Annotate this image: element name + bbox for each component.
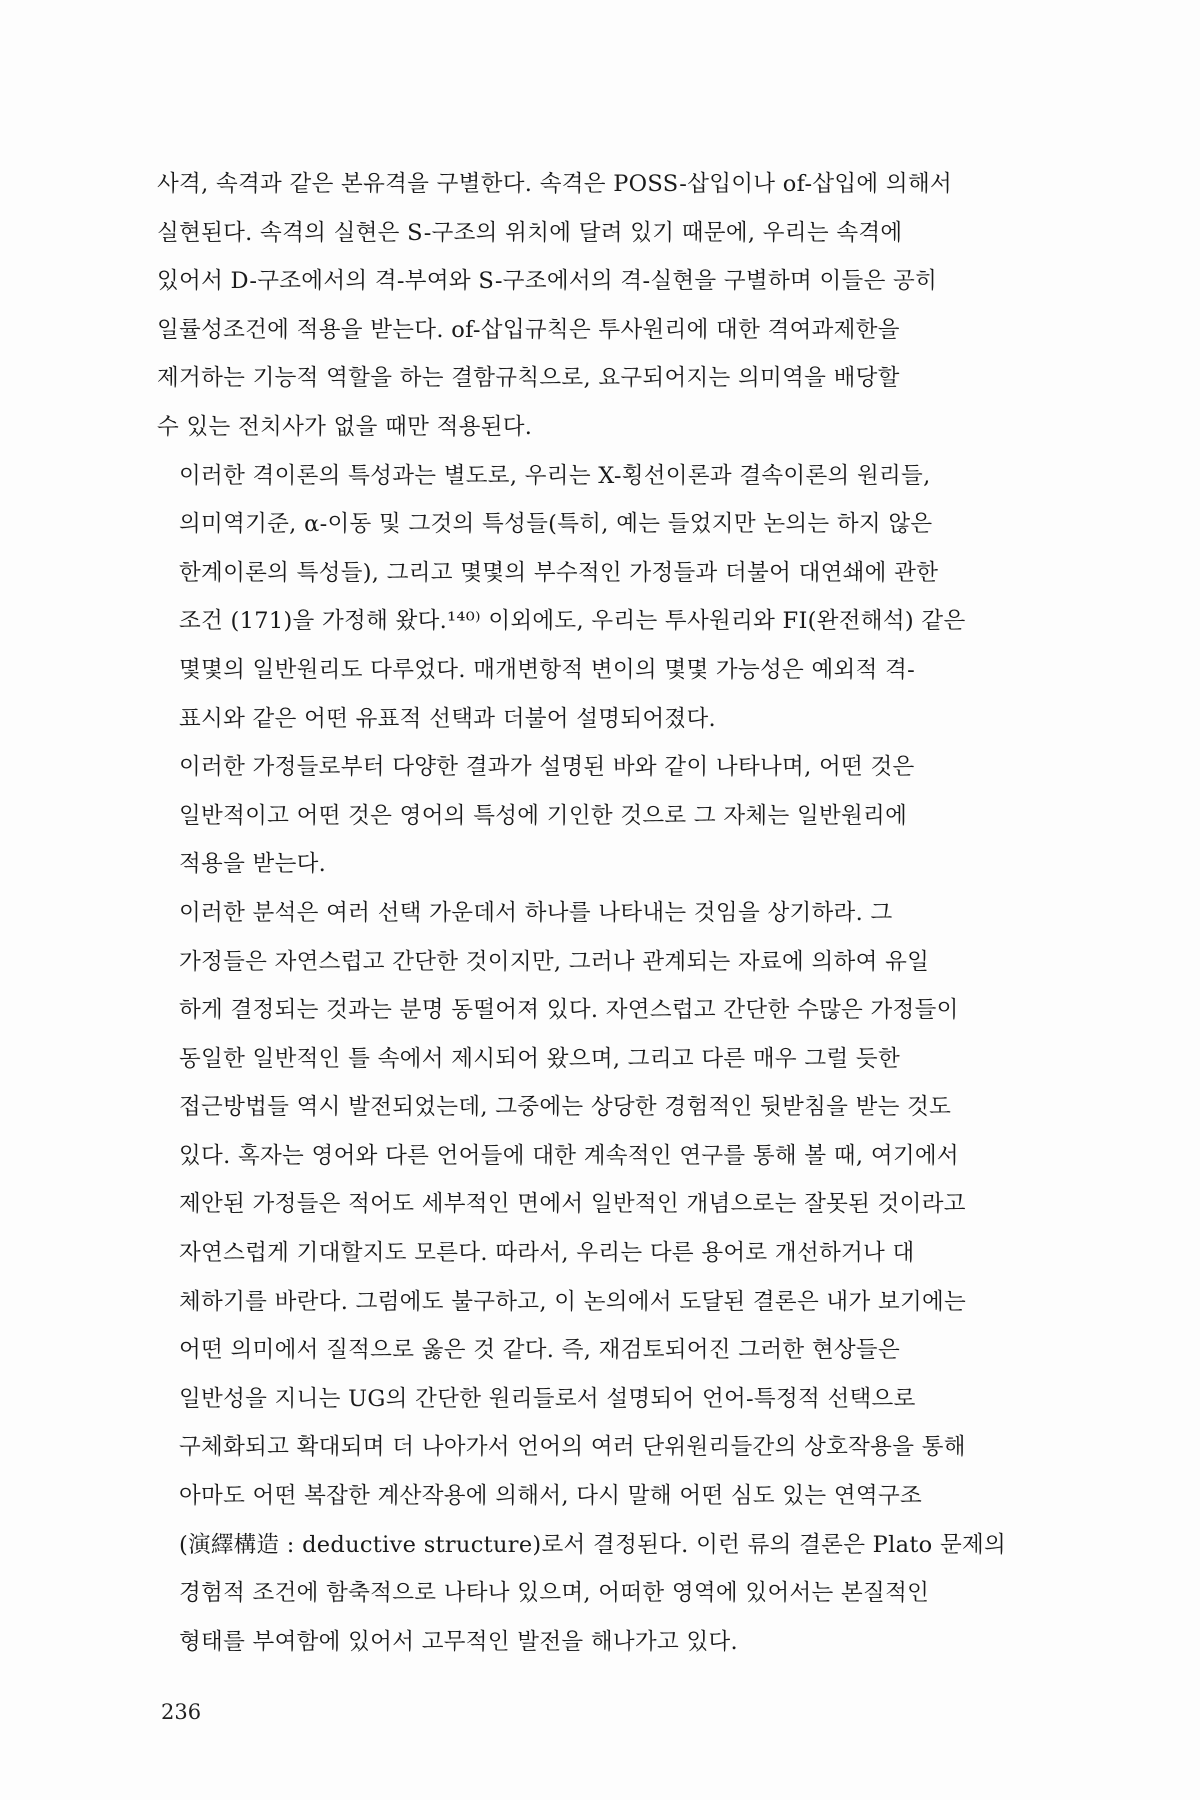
text-line: 이러한 분석은 여러 선택 가운데서 하나를 나타내는 것임을 상기하라. 그 <box>179 899 893 926</box>
text-line: 있다. 혹자는 영어와 다른 언어들에 대한 계속적인 연구를 통해 볼 때, 여기에서 <box>179 1142 959 1169</box>
text-line: 가정들은 자연스럽고 간단한 것이지만, 그러나 관계되는 자료에 의하여 유일 <box>179 948 930 975</box>
paragraph <box>157 743 1047 889</box>
text-line: 수 있는 전치사가 없을 때만 적용된다. <box>157 413 533 440</box>
text-line: 일반성을 지니는 UG의 간단한 원리들로서 설명되어 언어-특정적 선택으로 <box>179 1385 916 1412</box>
text-line: 접근방법들 역시 발전되었는데, 그중에는 상당한 경험적인 뒷받침을 받는 것도 <box>179 1094 952 1121</box>
text-line: 이러한 가정들로부터 다양한 결과가 설명된 바와 같이 나타나며, 어떤 것은 <box>179 754 915 781</box>
text-line: 사격, 속격과 같은 본유격을 구별한다. 속격은 POSS-삽입이나 of-삽입에 의해서 <box>157 171 953 197</box>
paragraph <box>157 160 1047 452</box>
text-line: 경험적 조건에 함축적으로 나타나 있으며, 어떠한 영역에 있어서는 본질적인 <box>179 1580 930 1607</box>
text-line: 몇몇의 일반원리도 다루었다. 매개변항적 변이의 몇몇 가능성은 예외적 격- <box>179 656 916 683</box>
text-line: 있어서 D-구조에서의 격-부여와 S-구조에서의 격-실현을 구별하며 이들은 공히 <box>157 268 938 295</box>
text-line: 적용을 받는다. <box>179 851 327 878</box>
text-line: 의미역기준, α-이동 및 그것의 특성들(특히, 예는 들었지만 논의는 하지 않은 <box>179 511 933 538</box>
text-line: 하게 결정되는 것과는 분명 동떨어져 있다. 자연스럽고 간단한 수많은 가정들이 <box>179 997 959 1024</box>
text-line: 표시와 같은 어떤 유표적 선택과 더불어 설명되어졌다. <box>179 705 716 732</box>
text-line: 어떤 의미에서 질적으로 옳은 것 같다. 즉, 재검토되어진 그러한 현상들은 <box>179 1337 900 1364</box>
text-line: 동일한 일반적인 틀 속에서 제시되어 왔으며, 그리고 다른 매우 그럴 듯한 <box>179 1045 900 1072</box>
text-line: 아마도 어떤 복잡한 계산작용에 의해서, 다시 말해 어떤 심도 있는 연역구조 <box>179 1483 923 1510</box>
page-number: 236 <box>161 1700 202 1724</box>
text-line: 이러한 격이론의 특성과는 별도로, 우리는 X-횡선이론과 결속이론의 원리들, <box>179 462 931 489</box>
text-line: 한계이론의 특성들), 그리고 몇몇의 부수적인 가정들과 더불어 대연쇄에 관한 <box>179 559 939 586</box>
text-line: 체하기를 바란다. 그럼에도 불구하고, 이 논의에서 도달된 결론은 내가 보기에는 <box>179 1288 967 1315</box>
text-line: 제거하는 기능적 역할을 하는 결함규칙으로, 요구되어지는 의미역을 배당할 <box>157 365 900 392</box>
text-line: 일반적이고 어떤 것은 영어의 특성에 기인한 것으로 그 자체는 일반원리에 <box>179 802 908 829</box>
text-line: (演繹構造 : deductive structure)로서 결정된다. 이런 류의 결론은 Plato 문제의 <box>179 1531 1007 1558</box>
text-line: 조건 (171)을 가정해 왔다.¹⁴⁰⁾ 이외에도, 우리는 투사원리와 FI(완전해석) 같은 <box>179 608 966 635</box>
paragraph <box>157 452 1047 744</box>
text-line: 일률성조건에 적용을 받는다. of-삽입규칙은 투사원리에 대한 격여과제한을 <box>157 316 900 343</box>
body-text <box>157 160 1047 1666</box>
text-line: 형태를 부여함에 있어서 고무적인 발전을 해나가고 있다. <box>179 1628 738 1655</box>
text-line: 제안된 가정들은 적어도 세부적인 면에서 일반적인 개념으로는 잘못된 것이라고 <box>179 1191 966 1218</box>
text-line: 실현된다. 속격의 실현은 S-구조의 위치에 달려 있기 때문에, 우리는 속격에 <box>157 219 903 246</box>
text-line: 구체화되고 확대되며 더 나아가서 언어의 여러 단위원리들간의 상호작용을 통해 <box>179 1434 966 1461</box>
paragraph <box>157 889 1047 1667</box>
text-line: 자연스럽게 기대할지도 모른다. 따라서, 우리는 다른 용어로 개선하거나 대 <box>179 1240 915 1267</box>
